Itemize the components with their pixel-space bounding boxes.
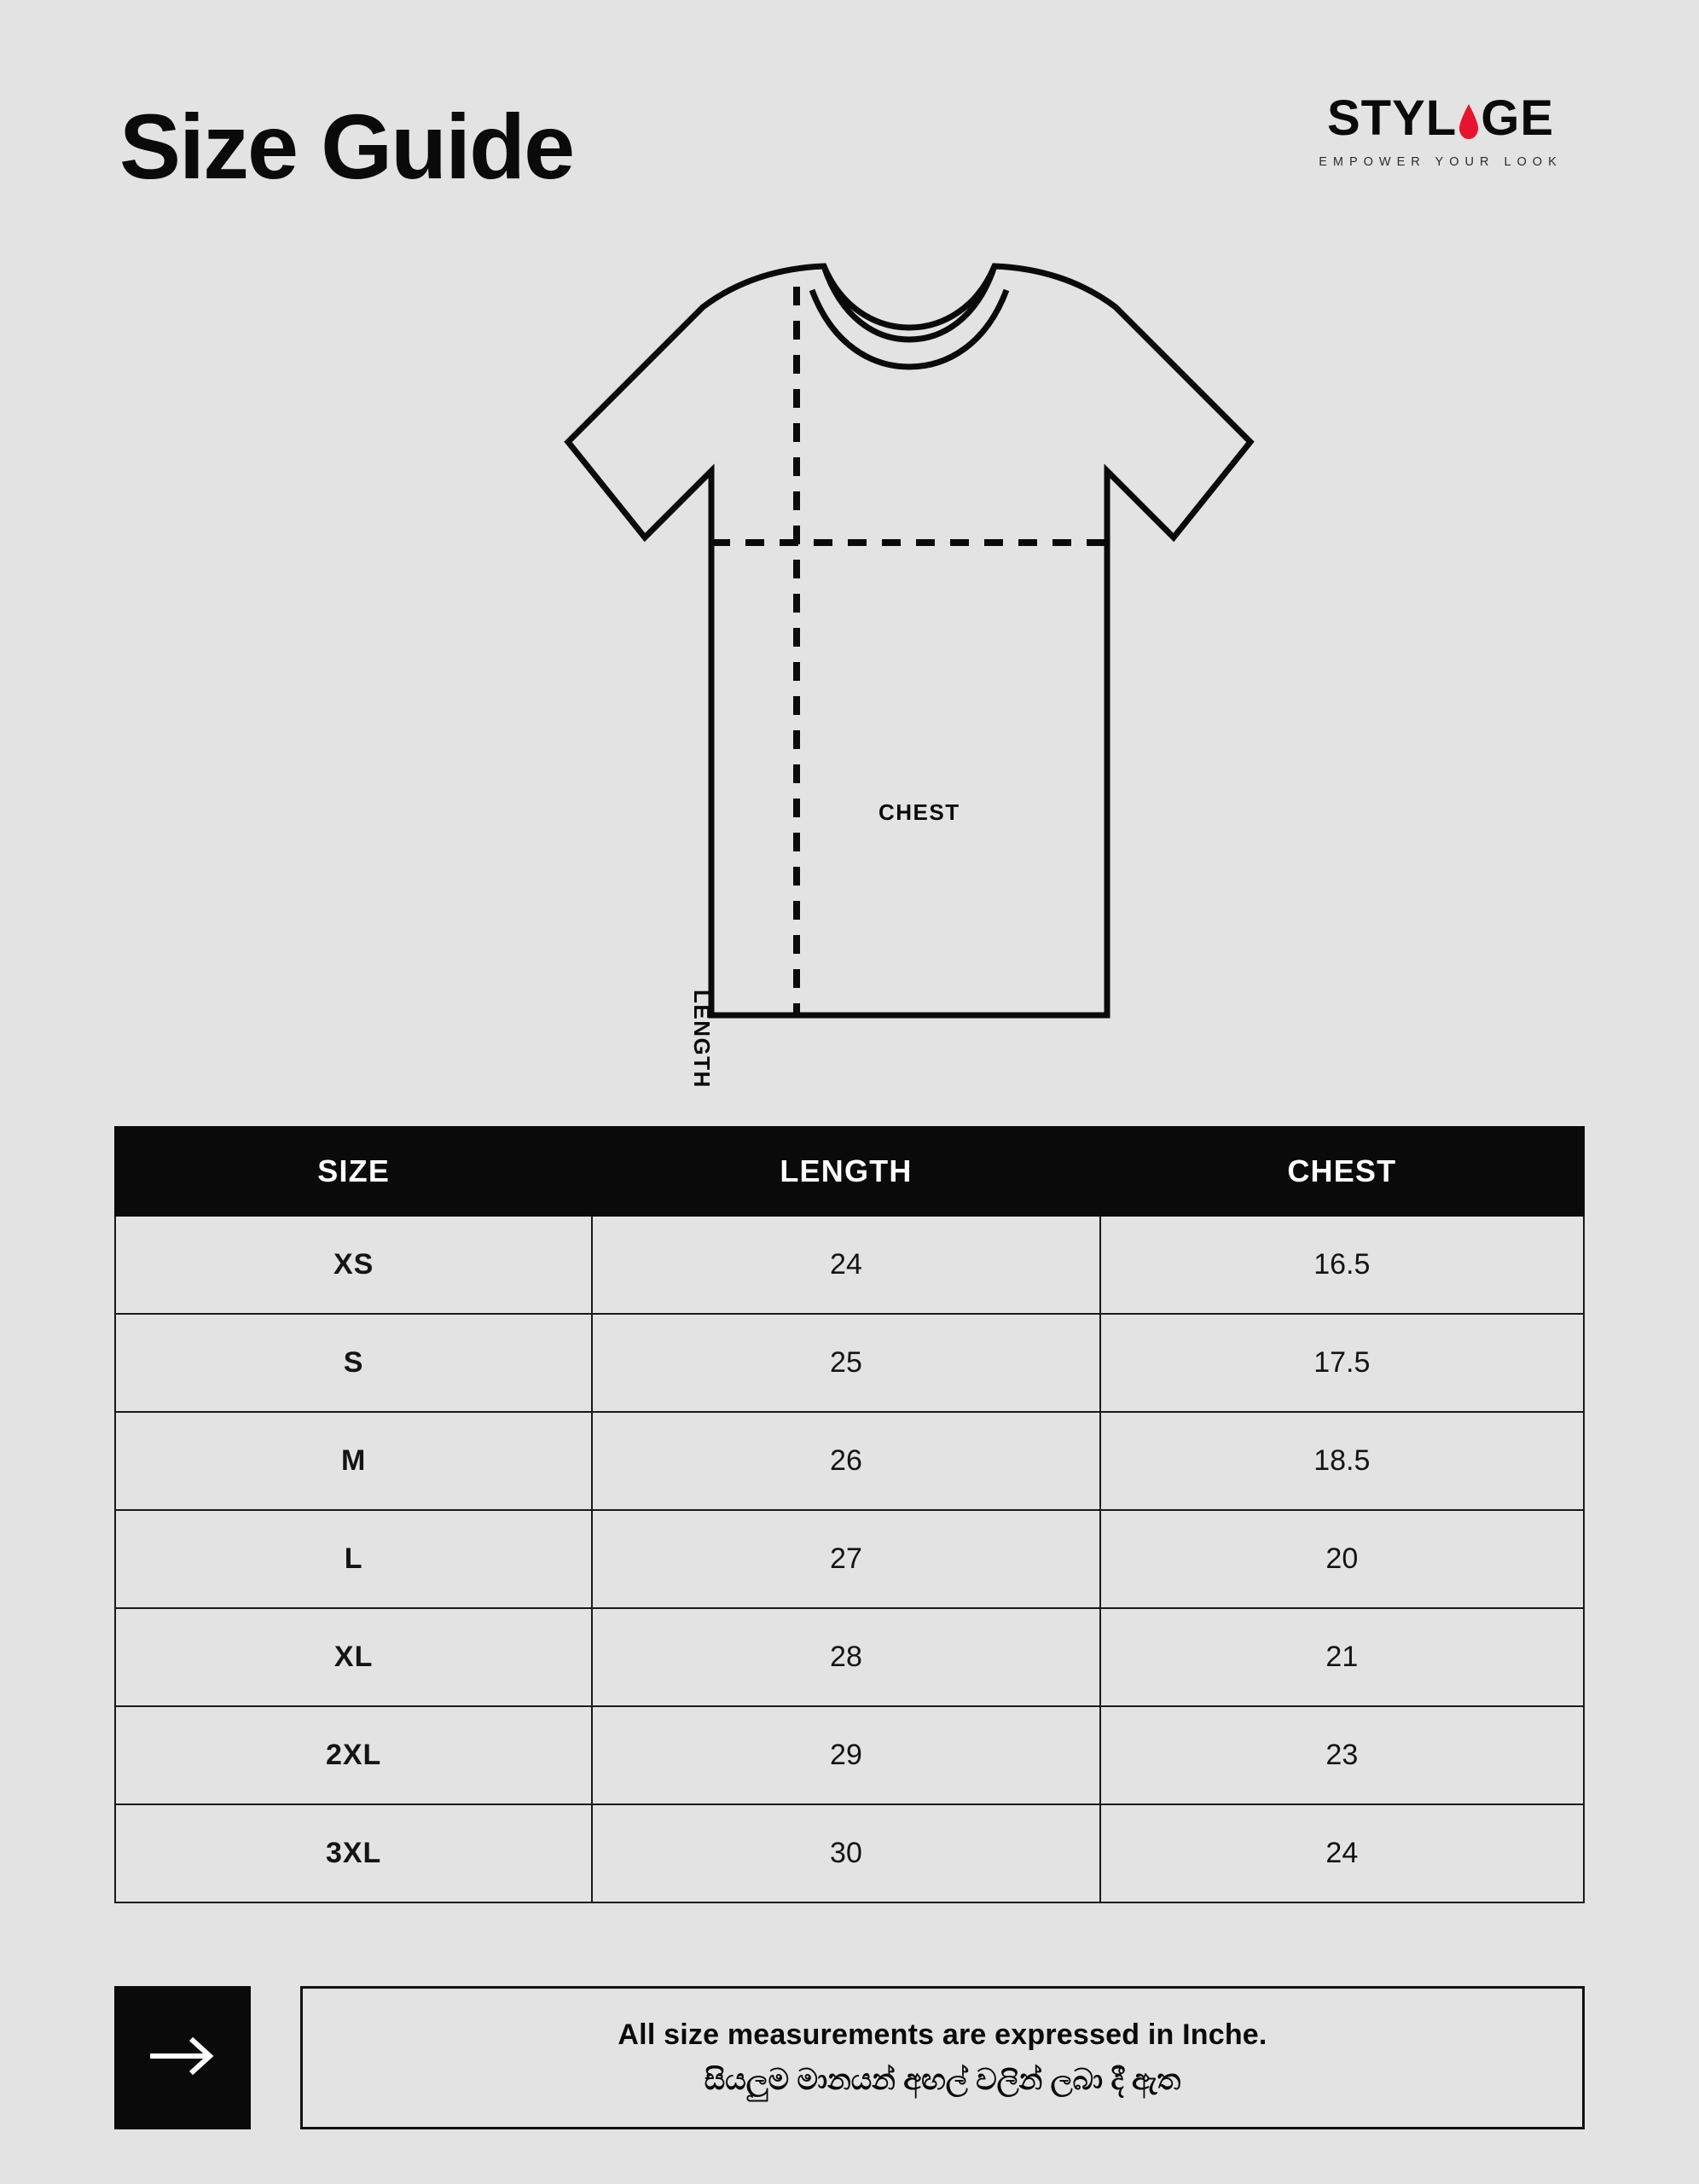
header <box>0 51 1699 205</box>
logo-wordmark <box>1291 90 1590 146</box>
table-row <box>115 1608 1584 1706</box>
logo-droplet-icon <box>1458 104 1480 138</box>
table-body <box>115 1216 1584 1902</box>
logo-word-part2: GE <box>1481 90 1555 146</box>
cell-length: 30 <box>592 1804 1099 1902</box>
arrow-button[interactable] <box>114 1986 251 2129</box>
cell-length: 24 <box>592 1216 1099 1314</box>
cell-size: S <box>115 1314 592 1412</box>
cell-length: 27 <box>592 1510 1099 1608</box>
table-row <box>115 1510 1584 1608</box>
table-row <box>115 1216 1584 1314</box>
cell-chest: 17.5 <box>1100 1314 1584 1412</box>
cell-length: 28 <box>592 1608 1099 1706</box>
table-row <box>115 1412 1584 1510</box>
table-row <box>115 1314 1584 1412</box>
cell-size: M <box>115 1412 592 1510</box>
tshirt-illustration <box>0 256 1699 1089</box>
logo-tagline: EMPOWER YOUR LOOK <box>1319 155 1563 169</box>
cell-size: XL <box>115 1608 592 1706</box>
table-header <box>115 1127 1584 1216</box>
cell-chest: 21 <box>1100 1608 1584 1706</box>
arrow-right-icon <box>147 2033 218 2083</box>
table-row <box>115 1804 1584 1902</box>
cell-chest: 20 <box>1100 1510 1584 1608</box>
cell-length: 26 <box>592 1412 1099 1510</box>
cell-chest: 16.5 <box>1100 1216 1584 1314</box>
table-header-row <box>115 1127 1584 1216</box>
cell-size: 2XL <box>115 1706 592 1804</box>
cell-size: XS <box>115 1216 592 1314</box>
tshirt-diagram-icon <box>397 256 1302 1075</box>
cell-size: 3XL <box>115 1804 592 1902</box>
cell-chest: 18.5 <box>1100 1412 1584 1510</box>
measurement-note <box>300 1986 1585 2129</box>
table-row <box>115 1706 1584 1804</box>
column-header-length: LENGTH <box>592 1127 1099 1216</box>
cell-length: 29 <box>592 1706 1099 1804</box>
logo-word-part1: STYL <box>1326 90 1458 146</box>
note-english: All size measurements are expressed in Inche. <box>618 2018 1267 2051</box>
length-label: LENGTH <box>689 990 715 1089</box>
footer <box>114 1986 1585 2129</box>
column-header-size: SIZE <box>115 1127 592 1216</box>
note-sinhala: සියලුම මානයන් අඟල් වලින් ලබා දී ඇත <box>704 2064 1181 2096</box>
size-table <box>114 1126 1585 1903</box>
cell-chest: 24 <box>1100 1804 1584 1902</box>
chest-label: CHEST <box>878 799 960 825</box>
cell-chest: 23 <box>1100 1706 1584 1804</box>
cell-length: 25 <box>592 1314 1099 1412</box>
page-title: Size Guide <box>119 95 574 198</box>
column-header-chest: CHEST <box>1100 1127 1584 1216</box>
brand-logo <box>1291 90 1590 169</box>
cell-size: L <box>115 1510 592 1608</box>
